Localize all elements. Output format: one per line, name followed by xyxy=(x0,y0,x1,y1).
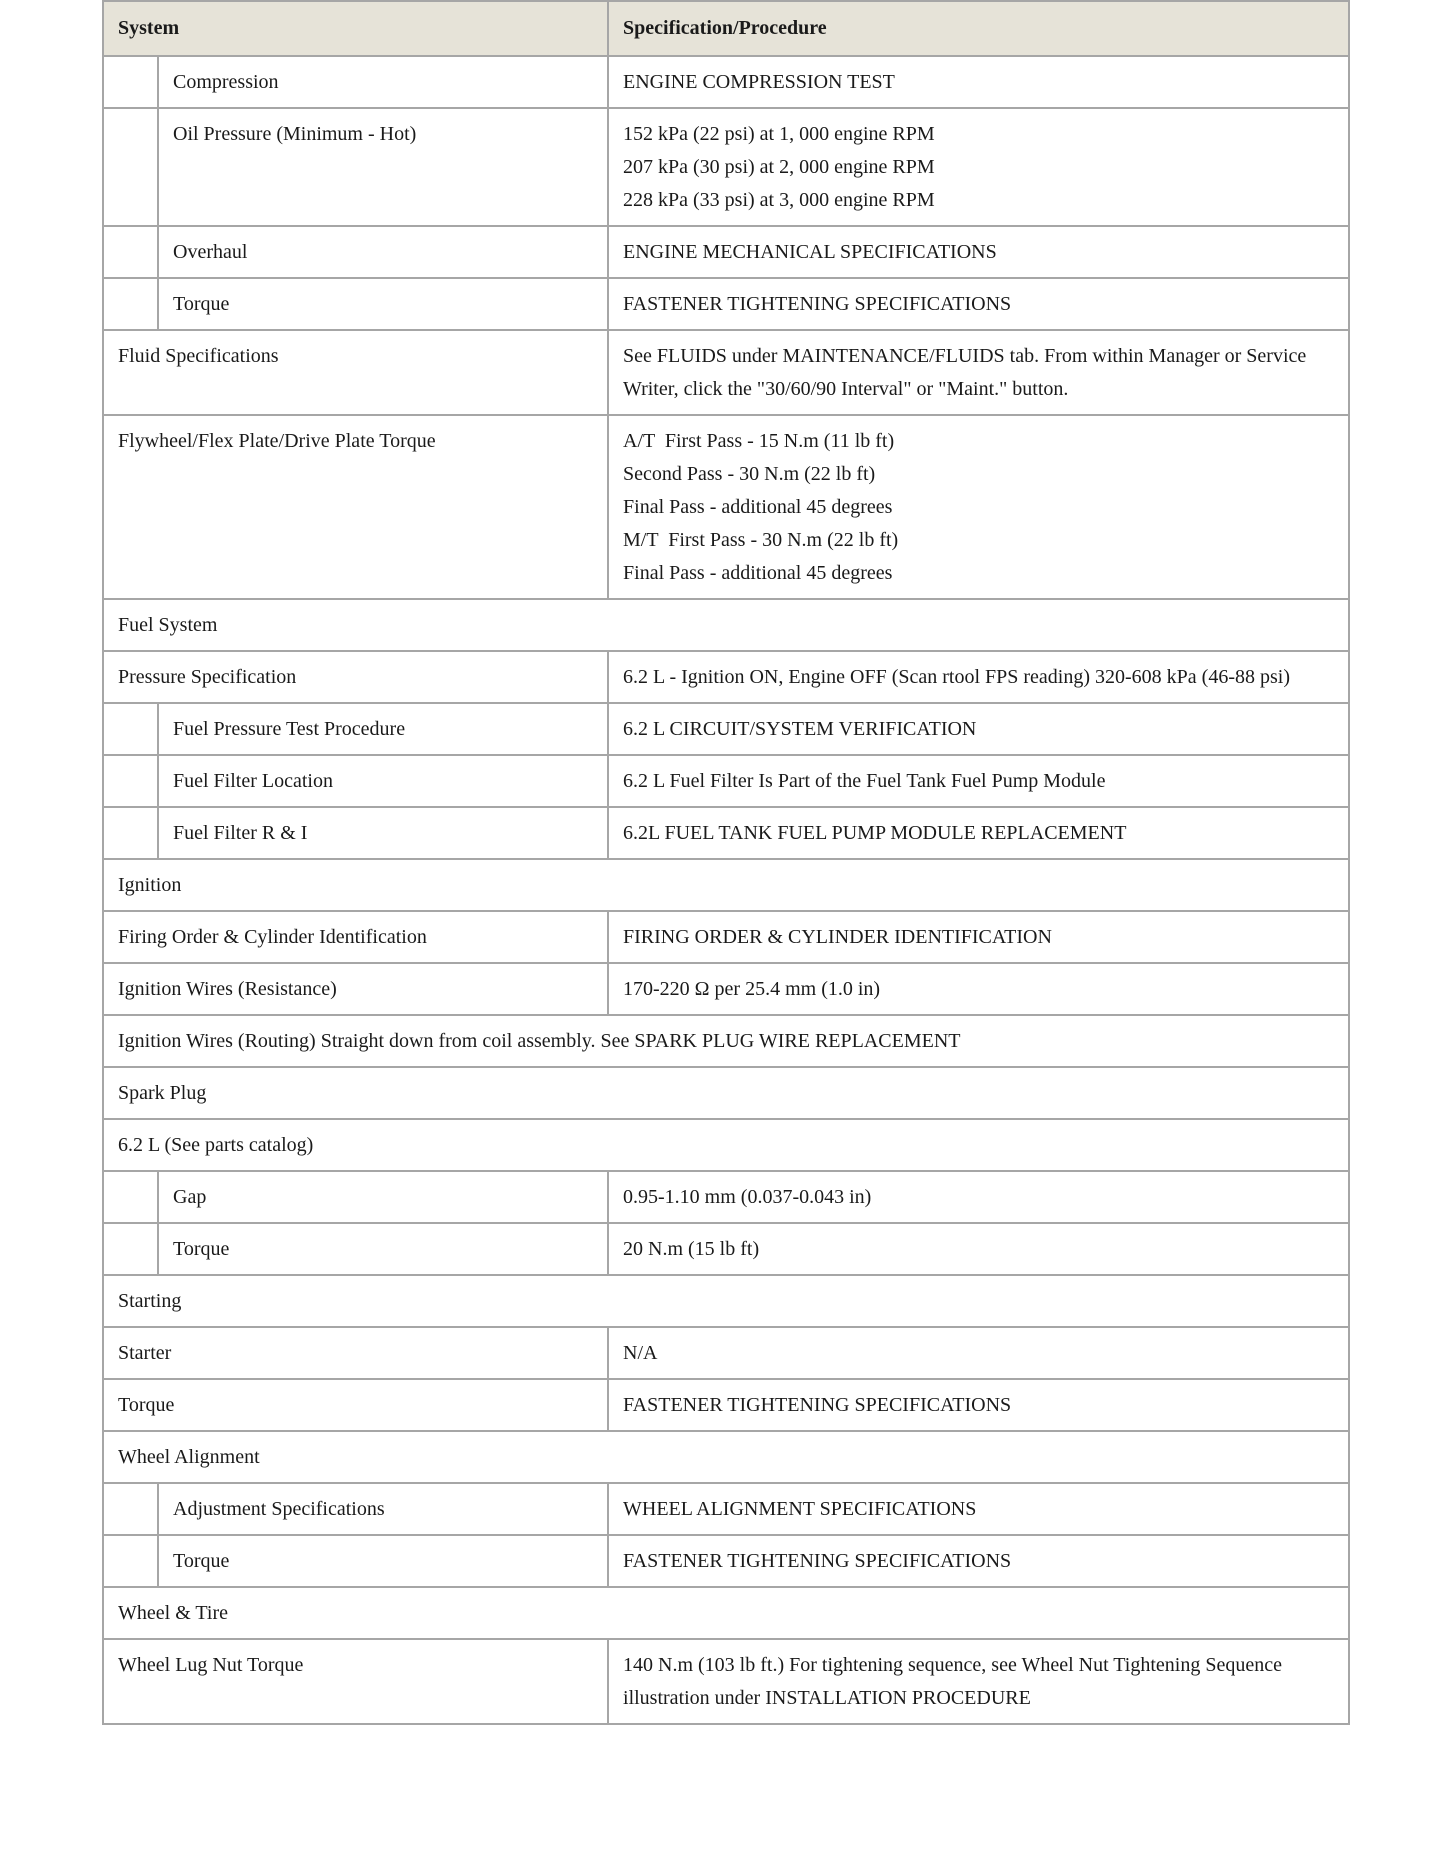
section-row xyxy=(103,1067,1349,1119)
table-row xyxy=(103,1171,1349,1223)
row-label: Overhaul xyxy=(158,226,608,278)
row-spec: 20 N.m (15 lb ft) xyxy=(608,1223,1349,1275)
row-label: Fuel Filter R & I xyxy=(158,807,608,859)
section-starting: Starting xyxy=(103,1275,1349,1327)
row-spec: N/A xyxy=(608,1327,1349,1379)
table-row xyxy=(103,755,1349,807)
row-spec: FASTENER TIGHTENING SPECIFICATIONS xyxy=(608,278,1349,330)
row-label: Fluid Specifications xyxy=(103,330,608,415)
table-row xyxy=(103,330,1349,415)
section-row xyxy=(103,599,1349,651)
spec-line: 207 kPa (30 psi) at 2, 000 engine RPM xyxy=(623,156,935,178)
row-spec: WHEEL ALIGNMENT SPECIFICATIONS xyxy=(608,1483,1349,1535)
spec-line: A/T First Pass - 15 N.m (11 lb ft) xyxy=(623,430,895,452)
row-spec: 6.2 L Fuel Filter Is Part of the Fuel Tank Fuel Pump Module xyxy=(608,755,1349,807)
row-label: Wheel Lug Nut Torque xyxy=(103,1639,608,1724)
table-row xyxy=(103,1327,1349,1379)
table-row xyxy=(103,1379,1349,1431)
row-label: Adjustment Specifications xyxy=(158,1483,608,1535)
row-label: Ignition Wires (Resistance) xyxy=(103,963,608,1015)
row-spec: 0.95-1.10 mm (0.037-0.043 in) xyxy=(608,1171,1349,1223)
row-label: Flywheel/Flex Plate/Drive Plate Torque xyxy=(103,415,608,599)
section-wheel-tire: Wheel & Tire xyxy=(103,1587,1349,1639)
section-wheel-alignment: Wheel Alignment xyxy=(103,1431,1349,1483)
table-row xyxy=(103,415,1349,599)
section-row xyxy=(103,859,1349,911)
table-row xyxy=(103,56,1349,108)
table-header-row xyxy=(103,1,1349,56)
spec-line: Final Pass - additional 45 degrees xyxy=(623,562,893,584)
row-spec: 140 N.m (103 lb ft.) For tightening sequence, see Wheel Nut Tightening Sequence illustration under INSTALLATION PROCEDURE xyxy=(608,1639,1349,1724)
row-spec: FASTENER TIGHTENING SPECIFICATIONS xyxy=(608,1535,1349,1587)
row-spec: 6.2 L CIRCUIT/SYSTEM VERIFICATION xyxy=(608,703,1349,755)
spec-line: 152 kPa (22 psi) at 1, 000 engine RPM xyxy=(623,123,935,145)
row-text: Ignition Wires (Routing) Straight down from coil assembly. See SPARK PLUG WIRE REPLACEMENT xyxy=(103,1015,1349,1067)
section-fuel-system: Fuel System xyxy=(103,599,1349,651)
row-spec xyxy=(608,108,1349,226)
table-row xyxy=(103,108,1349,226)
table-row xyxy=(103,226,1349,278)
row-label: Starter xyxy=(103,1327,608,1379)
section-row xyxy=(103,1587,1349,1639)
row-spec: See FLUIDS under MAINTENANCE/FLUIDS tab. From within Manager or Service Writer, click the "30/60/90 Interval" or "Maint." button. xyxy=(608,330,1349,415)
header-system: System xyxy=(103,1,608,56)
spec-line: M/T First Pass - 30 N.m (22 lb ft) xyxy=(623,529,899,551)
row-label: Firing Order & Cylinder Identification xyxy=(103,911,608,963)
table-row xyxy=(103,1223,1349,1275)
section-row xyxy=(103,1275,1349,1327)
header-specification: Specification/Procedure xyxy=(608,1,1349,56)
section-spark-plug: Spark Plug xyxy=(103,1067,1349,1119)
row-spec xyxy=(608,415,1349,599)
row-spec: ENGINE COMPRESSION TEST xyxy=(608,56,1349,108)
spec-line: Final Pass - additional 45 degrees xyxy=(623,496,893,518)
table-row xyxy=(103,651,1349,703)
spec-line: 228 kPa (33 psi) at 3, 000 engine RPM xyxy=(623,189,935,211)
table-row xyxy=(103,807,1349,859)
row-label: Torque xyxy=(158,278,608,330)
row-label: Oil Pressure (Minimum - Hot) xyxy=(158,108,608,226)
section-ignition: Ignition xyxy=(103,859,1349,911)
row-label: Compression xyxy=(158,56,608,108)
subsection-row xyxy=(103,1119,1349,1171)
table-row xyxy=(103,1015,1349,1067)
spec-line: Second Pass - 30 N.m (22 lb ft) xyxy=(623,463,876,485)
row-label: Fuel Pressure Test Procedure xyxy=(158,703,608,755)
section-row xyxy=(103,1431,1349,1483)
table-row xyxy=(103,1483,1349,1535)
row-spec: FASTENER TIGHTENING SPECIFICATIONS xyxy=(608,1379,1349,1431)
table-row xyxy=(103,703,1349,755)
row-spec: 6.2L FUEL TANK FUEL PUMP MODULE REPLACEMENT xyxy=(608,807,1349,859)
table-row xyxy=(103,1535,1349,1587)
row-spec: 6.2 L - Ignition ON, Engine OFF (Scan rtool FPS reading) 320-608 kPa (46-88 psi) xyxy=(608,651,1349,703)
table-row xyxy=(103,278,1349,330)
row-spec: FIRING ORDER & CYLINDER IDENTIFICATION xyxy=(608,911,1349,963)
table-row xyxy=(103,1639,1349,1724)
row-spec: 170-220 Ω per 25.4 mm (1.0 in) xyxy=(608,963,1349,1015)
table-row xyxy=(103,911,1349,963)
row-label: Gap xyxy=(158,1171,608,1223)
subsection-6-2-l: 6.2 L (See parts catalog) xyxy=(103,1119,1349,1171)
specifications-table xyxy=(102,0,1350,1725)
row-label: Pressure Specification xyxy=(103,651,608,703)
row-label: Torque xyxy=(103,1379,608,1431)
table-row xyxy=(103,963,1349,1015)
row-label: Fuel Filter Location xyxy=(158,755,608,807)
row-label: Torque xyxy=(158,1223,608,1275)
row-label: Torque xyxy=(158,1535,608,1587)
row-spec: ENGINE MECHANICAL SPECIFICATIONS xyxy=(608,226,1349,278)
